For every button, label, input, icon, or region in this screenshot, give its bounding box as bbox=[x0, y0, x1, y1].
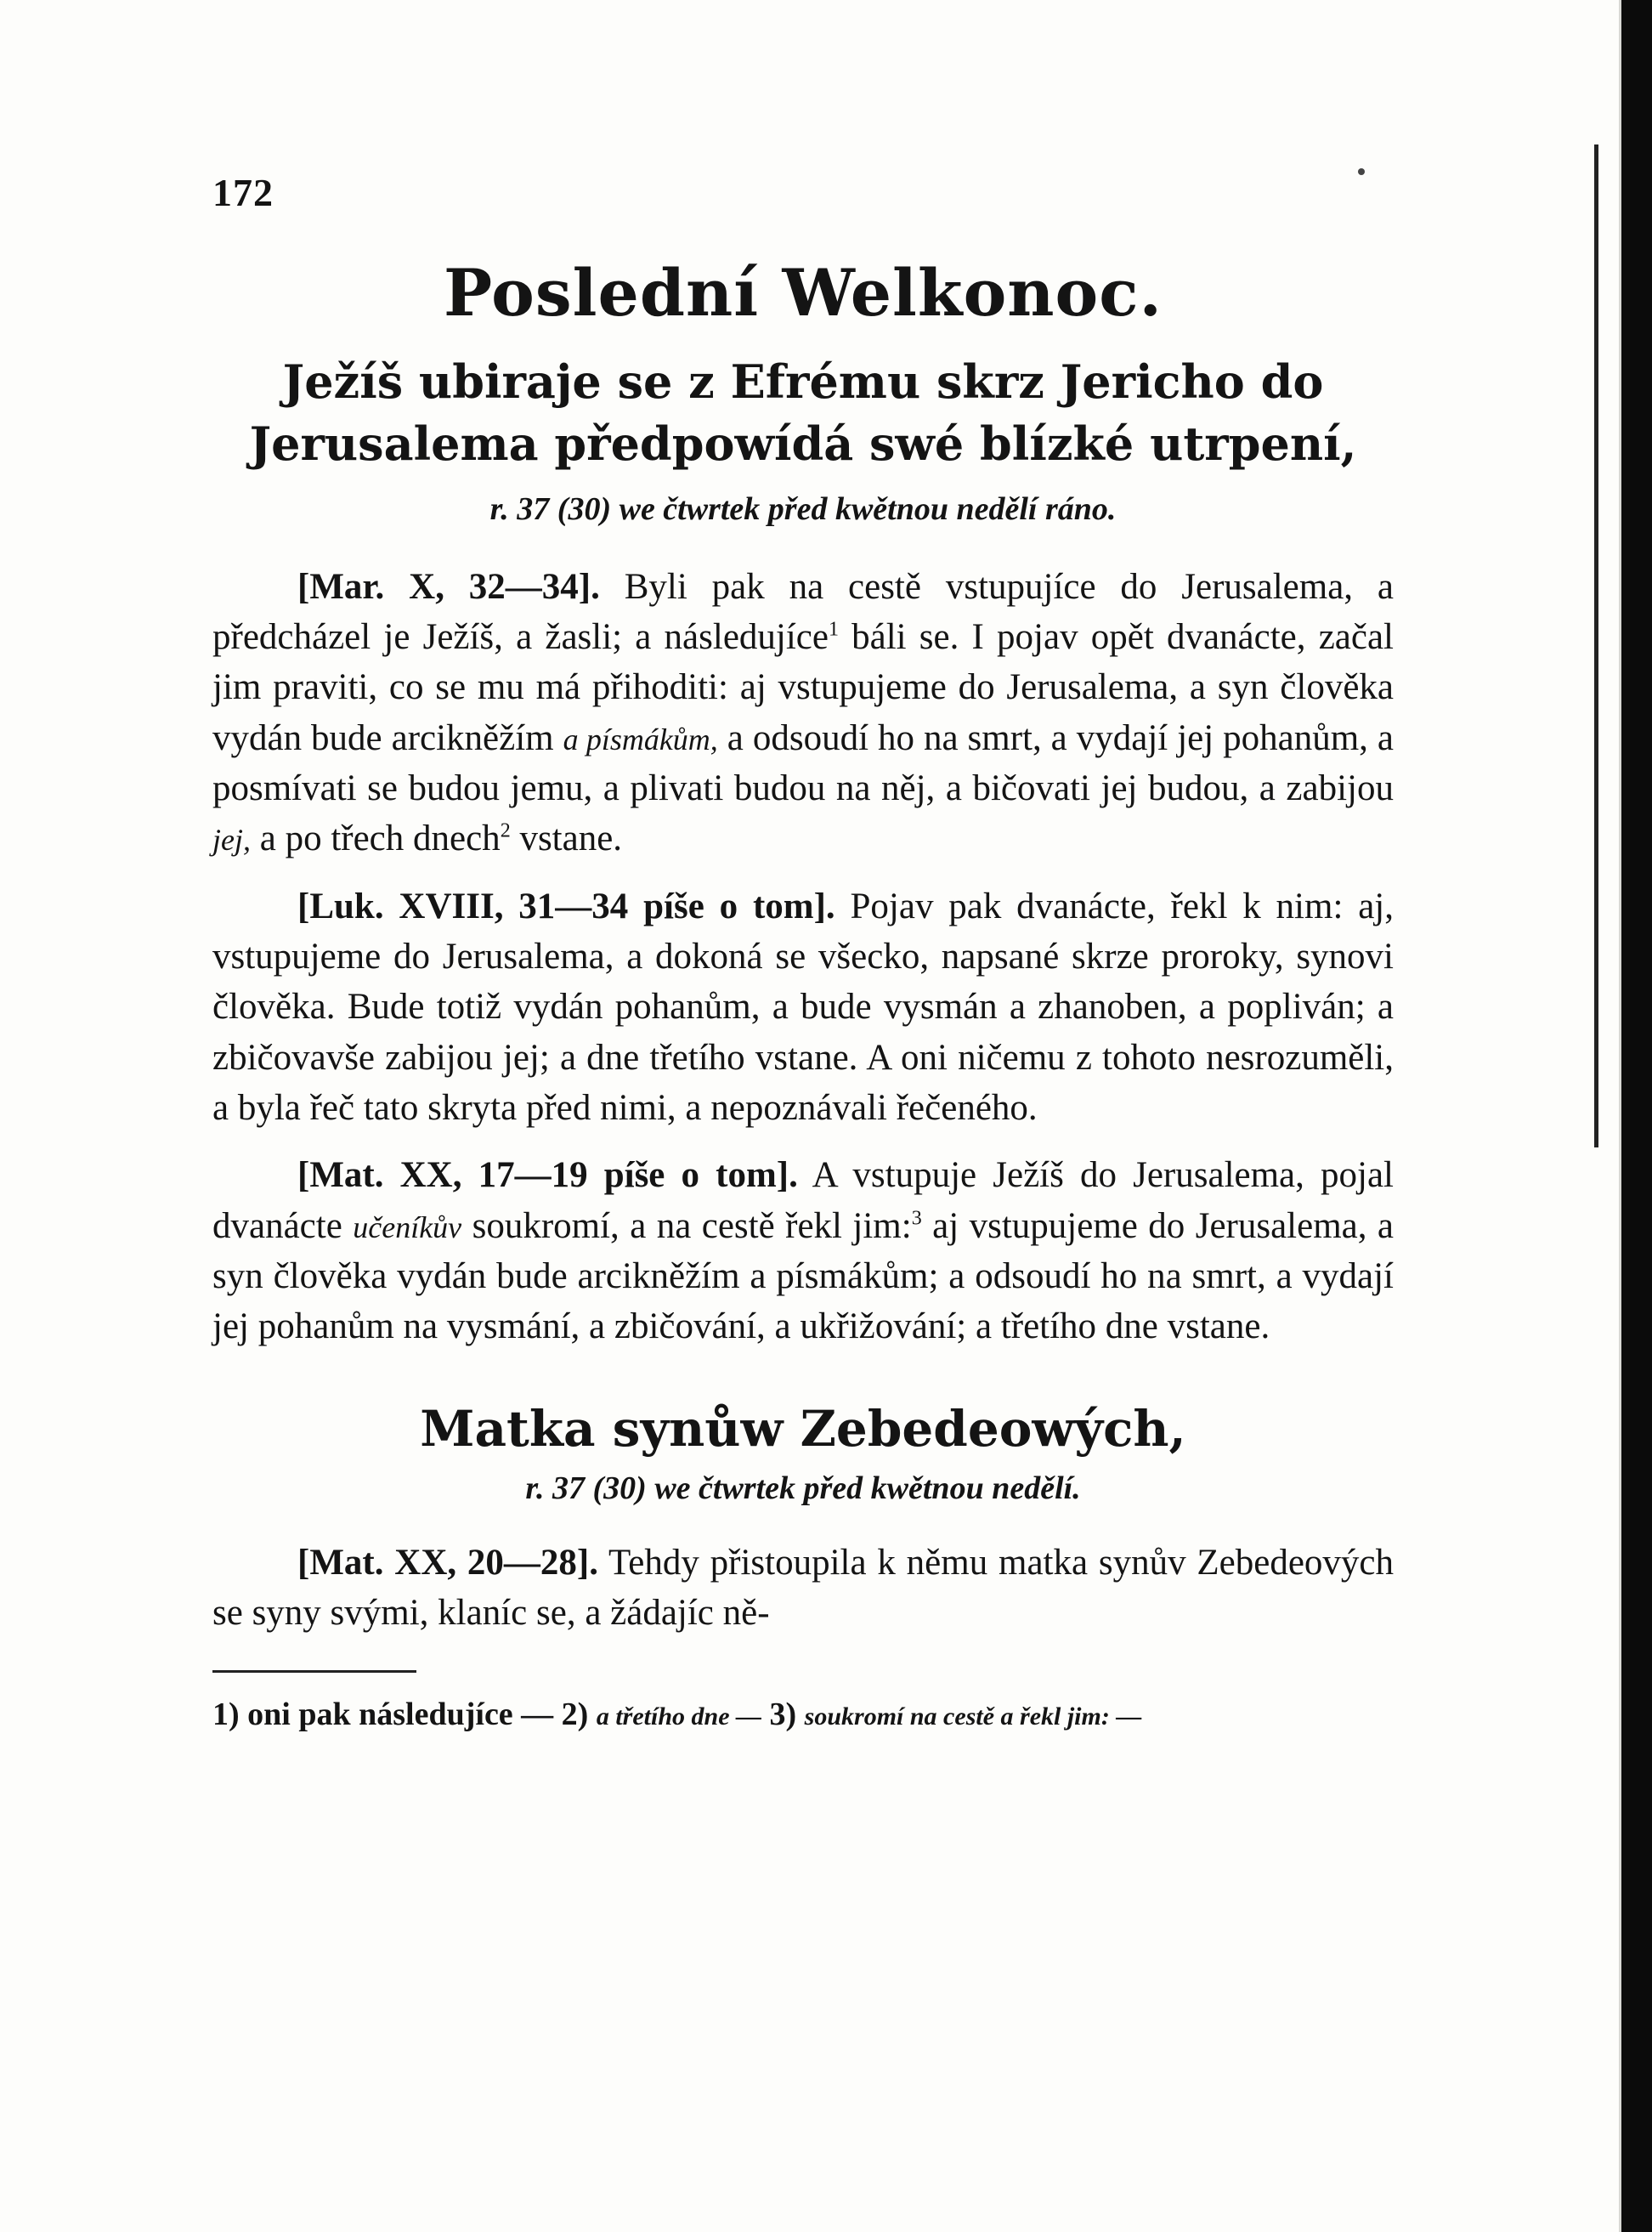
footnote-1: 1) oni pak následujíce — bbox=[212, 1697, 554, 1733]
scan-edge bbox=[1621, 0, 1652, 2232]
page-content bbox=[212, 255, 1394, 1738]
footnotes bbox=[212, 1691, 1394, 1738]
scripture-reference: [Mat. XX, 17—19 píše o tom]. bbox=[297, 1155, 798, 1196]
paragraph-text: soukromí, a na cestě řekl jim: bbox=[461, 1205, 912, 1246]
paragraph-text: Tehdy přistoupila k němu matka synův Zebedeových se syny svými, klaníc se, a žádajíc ně- bbox=[212, 1542, 1395, 1634]
paragraph-text: Pojav pak dvanácte, řekl k nim: aj, vstupujeme do Jerusalema, a dokoná se všecko, napsané skrze proroky, synovi člověka. Bude totiž vydán pohanům, a bude vysmán a zhanoben, a popliván; a zbičovavše zabijou jej; a dne třetího vstane. A oni ničemu z tohoto nesrozuměli, a byla řeč tato skryta před nimi, a nepoznávali řečeného. bbox=[212, 886, 1395, 1129]
paragraph-text: Byli pak na cestě vstupujíce do Jerusalema, a předcházel je Ježíš, a žasli; a následujíce bbox=[212, 566, 1394, 658]
italic-insertion: a písmákům, bbox=[563, 722, 718, 756]
footnote-2-number: 2) bbox=[561, 1697, 589, 1733]
paragraph-zebedee bbox=[212, 1538, 1394, 1639]
chapter-date-line: r. 37 (30) we čtwrtek před kwětnou nedělí ráno. bbox=[489, 490, 1117, 527]
paragraph-luke bbox=[212, 881, 1394, 1134]
ink-dot bbox=[1358, 168, 1365, 175]
section-title: Matka synůw Zebedeowých, bbox=[420, 1399, 1186, 1458]
chapter-title: Poslední Welkonoc. bbox=[444, 255, 1163, 331]
footnote-marker: 3 bbox=[911, 1207, 922, 1230]
page-number: 172 bbox=[212, 171, 274, 214]
paragraph-text: a odsoudí ho na smrt, a vydají jej pohanům, a posmívati se budou jemu, a plivati budou na něj, a bičovati jej budou, a zabijou bbox=[212, 717, 1394, 809]
section-date-line: r. 37 (30) we čtwrtek před kwětnou nedělí. bbox=[525, 1470, 1081, 1506]
paragraph-text: báli se. I pojav opět dvanácte, začal jim praviti, co se mu má přihoditi: aj vstupujeme do Jerusalema, a syn člověka vydán bude arcikněžím bbox=[212, 617, 1394, 758]
scripture-reference: [Luk. XVIII, 31—34 píše o tom]. bbox=[297, 886, 835, 926]
footnote-marker: 1 bbox=[828, 618, 839, 641]
italic-insertion: učeníkův bbox=[353, 1209, 462, 1244]
footnote-3-number: 3) bbox=[769, 1697, 797, 1733]
scripture-reference: [Mar. X, 32—34]. bbox=[297, 566, 600, 607]
chapter-subtitle: Ježíš ubiraje se z Efrému skrz Jericho do Jerusalema předpowídá swé blízké utrpení, bbox=[249, 354, 1357, 471]
paragraph-text: A vstupuje Ježíš do Jerusalema, pojal dvanácte bbox=[212, 1155, 1394, 1246]
paragraph-matthew bbox=[212, 1150, 1394, 1351]
paragraph-text: vstane. bbox=[510, 819, 623, 859]
footnote-divider bbox=[212, 1670, 416, 1673]
paragraph-text: aj vstupujeme do Jerusalema, a syn člověka vydán bude arcikněžím a písmákům; a odsoudí ho na smrt, a vydají jej pohanům na vysmání, a zbičování, a ukřižování; a třetího dne vstane. bbox=[212, 1205, 1394, 1347]
paragraph-text: a po třech dnech bbox=[250, 819, 501, 859]
footnote-marker: 2 bbox=[500, 820, 511, 843]
footnote-3-text: soukromí na cestě a řekl jim: — bbox=[804, 1702, 1142, 1731]
paragraph-mark bbox=[212, 562, 1394, 864]
footnote-2-text: a třetího dne — bbox=[596, 1702, 762, 1731]
italic-insertion: jej, bbox=[212, 823, 251, 858]
scripture-reference: [Mat. XX, 20—28]. bbox=[297, 1542, 598, 1583]
